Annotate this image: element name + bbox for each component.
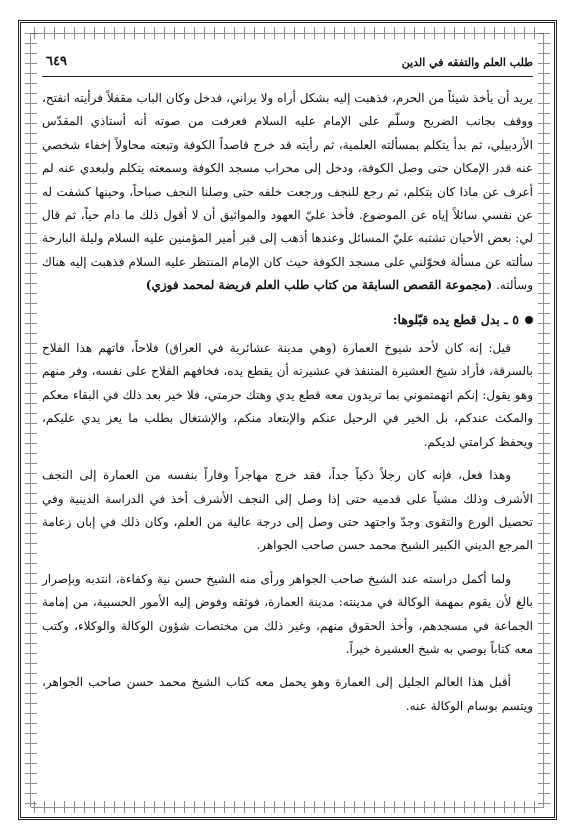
paragraph: ولما أكمل دراسته عند الشيخ صاحب الجواهر ورأى منه الشيخ حسن نية وكفاءة، انتدبه وبإصرار بالغ لأن يقوم بمهمة الوكالة في مدينته: مدينة العمارة، فوثقه وفوض إليه الأمور الحسبية، من إمامة الجماعة في مسجدهم، وأخذ الحقوق منهم، وغير ذلك من مختصات شؤون الوكالة والوكلاء، وكتب معه كتاباً يوصي به شيخ العشيرة خيراً. xyxy=(42,571,533,656)
ornamental-border-left xyxy=(25,33,37,807)
section-heading xyxy=(42,308,533,331)
paragraph: أقبل هذا العالم الجليل إلى العمارة وهو يحمل معه كتاب الشيخ محمد حسن صاحب الجواهر، ويتسم بوسام الوكالة عنه. xyxy=(42,675,533,713)
paragraph-text: يريد أن يأخذ شيئاً من الحرم، فذهبت إليه بشكل أراه ولا يراني، فدخل وكان الباب مقفلاً فرأيته انفتح، ووقف بجانب الضريح وسلّم على الإمام عليه السلام فعرفت من صوته أنه أستاذي المقدّس الأردبيلي، ثم بدأ يتكلم بمسألته العلمية، ثم رأيته قد خرج قاصداً الكوفة وتبعته محاولاً إخفاء شخصي عنه قدر الإمكان حتى وصل الكوفة، ودخل إلى محراب مسجد الكوفة وسمعته يتكلم ولبعدي عنه لم أعرف عن ماذا كان يتكلم، ثم رجع للنجف ورجعت خلفه حتى وصلنا النجف صباحاً، وحينها كشفت له عن نفسي سائلاً إياه عن الموضوع. فأخذ عليّ العهود والمواثيق أن لا أقول ذلك ما دام حياً، ثم قال لي: بعض الأحيان تشتبه عليّ المسائل وعندها أذهب إلى قبر أمير المؤمنين عليه السلام وليلة البارحة سألته عن مسألة فحوّلني على مسجد الكوفة حيث كان الإمام المنتظر عليه السلام فذهبت إليه هناك وسألته. xyxy=(42,91,533,293)
ornamental-border-top xyxy=(31,27,544,39)
ornamental-border-right xyxy=(538,33,550,807)
page-content xyxy=(42,50,533,795)
paragraph: وهذا فعل، فإنه كان رجلاً ذكياً جداً، فقد خرج مهاجراً وفاراً بنفسه من العمارة إلى النجف الأشرف وذلك مشياً على قدميه حتى إذا وصل إلى النجف الأشرف أخذ في الدراسة الدينية وفي تحصيل الورع والتقوى وجدّ واجتهد حتى وصل إلى درجة عالية من العلم، وكان ذلك في إبان زعامة المرجع الديني الكبير الشيخ محمد حسن صاحب الجواهر. xyxy=(42,468,533,553)
running-header xyxy=(42,50,533,77)
source-citation: (مجموعة القصص السابقة من كتاب طلب العلم فريضة لمحمد فوزي) xyxy=(145,278,493,293)
page-body xyxy=(42,87,533,718)
paragraph: قيل: إنه كان لأحد شيوخ العمارة (وهي مدينة عشائرية في العراق) فلاحاً، فاتهم هذا الفلاح بالسرقة، فأراد شيخ العشيرة المتنفذ في عشيرته أن يقطع يده، فخافهم الفلاح على نفسه، وفر منهم وهو يقول: إنكم اتهمتموني بما تريدون معه قطع يدي وهتك حرمتي، فلا خير بعد ذلك في البقاء معكم والمكث عندكم، بل الخير في الرحيل عنكم والإبتعاد منكم، والإشتغال بطلب ما يعز يدي عليكم، ويحفظ كرامتي لديكم. xyxy=(42,341,533,449)
ornamental-border-bottom xyxy=(31,801,544,813)
paragraph xyxy=(42,87,533,298)
section-heading-text: ٥ ـ بدل قطع يده قبّلوها: xyxy=(392,311,519,327)
bullet-icon xyxy=(525,316,533,324)
running-title: طلب العلم والتفقه في الدين xyxy=(401,56,533,69)
page-number: ٦٤٩ xyxy=(46,54,67,69)
